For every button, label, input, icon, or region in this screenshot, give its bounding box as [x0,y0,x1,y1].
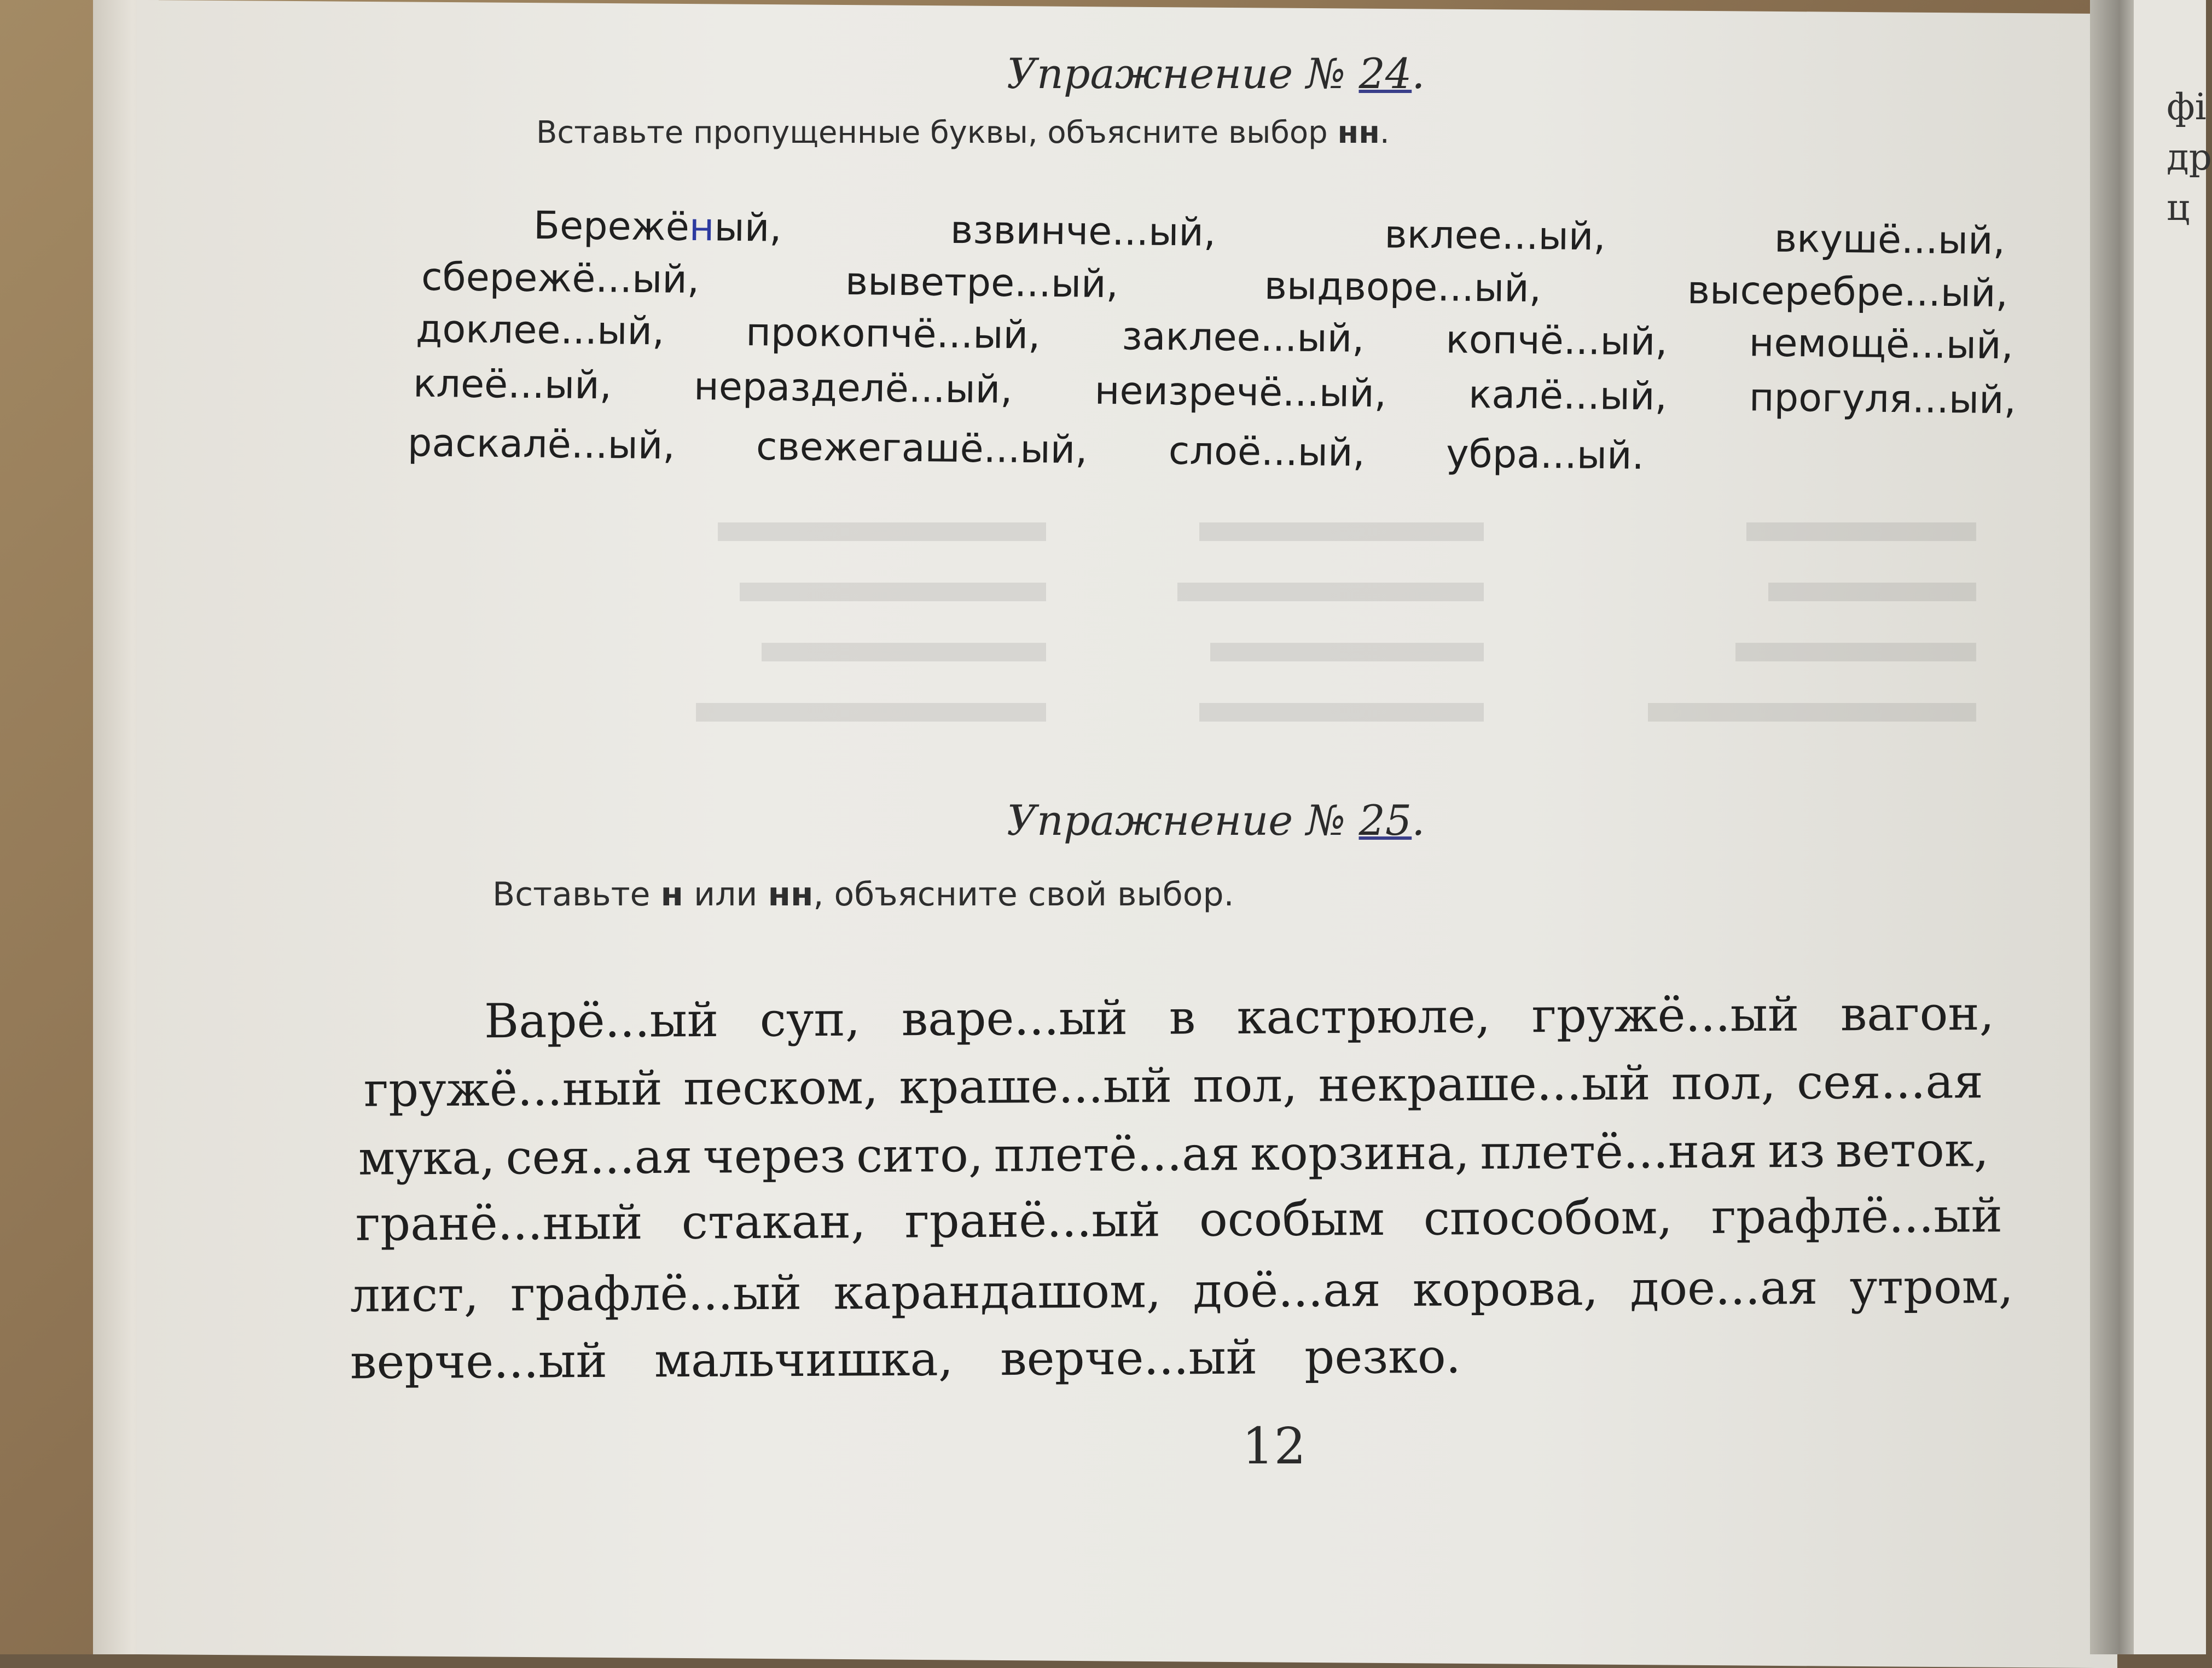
word: клеё...ый, [413,361,612,408]
title-prefix: Упражнение № [1007,49,1346,98]
instruction-text: Вставьте пропущенные буквы, объясните выбор [536,115,1338,150]
word: вклее...ый, [1384,212,1606,259]
word: сея...ая [506,1129,693,1185]
word: суп, [759,992,861,1048]
word: доклее...ый, [415,306,665,354]
title-prefix: Упражнение № [1007,796,1346,845]
word: кастрюле, [1236,989,1491,1045]
word: доё...ая [1193,1263,1381,1318]
word: стакан, [681,1194,866,1250]
word: пол, [1193,1057,1298,1113]
word: прогуля...ый, [1749,375,2017,423]
instruction-text: или [683,875,768,914]
word: плетё...ая [994,1126,1240,1183]
exercise-25-line [350,1329,1461,1390]
facing-page-fragments [2167,82,2212,233]
word: варе...ый [901,991,1128,1047]
word: убра...ый. [1445,431,1645,478]
title-suffix: . [1412,796,1425,845]
instruction-end: , объясните свой выбор. [813,875,1234,914]
word: в [1169,990,1196,1045]
word: из [1768,1123,1825,1179]
word: высеребре...ый, [1687,268,2008,316]
word: сея...ая [1796,1054,1984,1111]
handwritten-letter: н [689,204,715,250]
word: верче...ый [1000,1330,1258,1387]
word: пол, [1671,1055,1776,1111]
exercise-25-line [484,986,1994,1049]
word: калё...ый, [1468,371,1668,419]
word: Бережё [533,202,690,249]
word: выветре...ый, [845,258,1119,307]
word: сбережё...ый, [421,254,700,303]
word: гранё...ый [904,1193,1161,1249]
word: неразделё...ый, [693,364,1013,412]
word: особым [1199,1192,1385,1247]
facing-page [2134,0,2206,1654]
word: неизречё...ый, [1094,368,1387,416]
word: дое...ая [1630,1260,1818,1316]
instruction-bold: нн [1337,115,1380,150]
instruction-bold: нн [768,875,814,914]
word: графлё...ый [510,1265,802,1322]
instruction-text: Вставьте [492,875,661,914]
word: утром, [1849,1259,2014,1315]
exercise-25-instruction [492,875,1234,914]
word: карандашом, [833,1264,1162,1321]
word: заклее...ый, [1122,313,1365,361]
bleed-through-text [520,454,1997,739]
facing-fragment: ц [2167,187,2190,229]
exercise-25-line [358,1123,1989,1186]
facing-fragment: фі [2167,86,2207,128]
word: копчё...ый, [1445,317,1668,364]
word: графлё...ый [1711,1188,2003,1245]
word: Варё...ый [484,992,719,1049]
word: взвинче...ый, [950,207,1216,255]
instruction-end: . [1379,115,1390,150]
word: мука, [358,1130,496,1186]
word: раскалё...ый, [407,420,676,468]
word: некраше...ый [1318,1056,1651,1113]
exercise-25-title [1007,796,1425,845]
word: верче...ый [350,1333,608,1390]
word: вкушё...ый, [1774,216,2006,264]
word: вагон, [1840,986,1995,1042]
exercise-number: 25 [1358,796,1412,845]
instruction-bold: н [660,875,683,914]
word-suffix: ый, [714,205,782,251]
word: слоё...ый, [1168,428,1366,475]
word: веток, [1835,1123,1989,1178]
word: краше...ый [899,1059,1172,1115]
word: плетё...ная [1480,1124,1758,1181]
exercise-number: 24 [1358,49,1412,98]
word: мальчишка, [654,1332,954,1388]
word: через [703,1129,846,1184]
word: сито, [856,1128,984,1184]
word: гружё...ый [1531,987,1799,1044]
word: корзина, [1250,1125,1470,1182]
facing-fragment: др [2167,136,2212,178]
title-suffix: . [1412,49,1425,98]
exercise-24-title [1007,49,1425,98]
word: способом, [1423,1190,1673,1246]
word: немощё...ый, [1749,320,2014,368]
word: корова, [1412,1262,1599,1317]
book-gutter [2090,0,2139,1654]
word: резко. [1304,1329,1461,1385]
bleed-through-marks [554,512,1976,796]
word: песком, [683,1060,879,1116]
word-with-handwriting [533,203,782,251]
word: гружё...ный [363,1061,663,1118]
word: выдворе...ый, [1264,263,1542,311]
word: свежегашё...ый, [756,423,1088,473]
exercise-25-line [350,1259,2013,1323]
word: лист, [350,1267,479,1323]
page-number: 12 [1242,1417,1307,1475]
exercise-25-line [364,1054,1983,1117]
exercise-24-instruction [536,115,1390,150]
exercise-25-line [356,1188,2002,1252]
word: прокопчё...ый, [745,310,1041,358]
word: гранё...ный [355,1195,643,1252]
